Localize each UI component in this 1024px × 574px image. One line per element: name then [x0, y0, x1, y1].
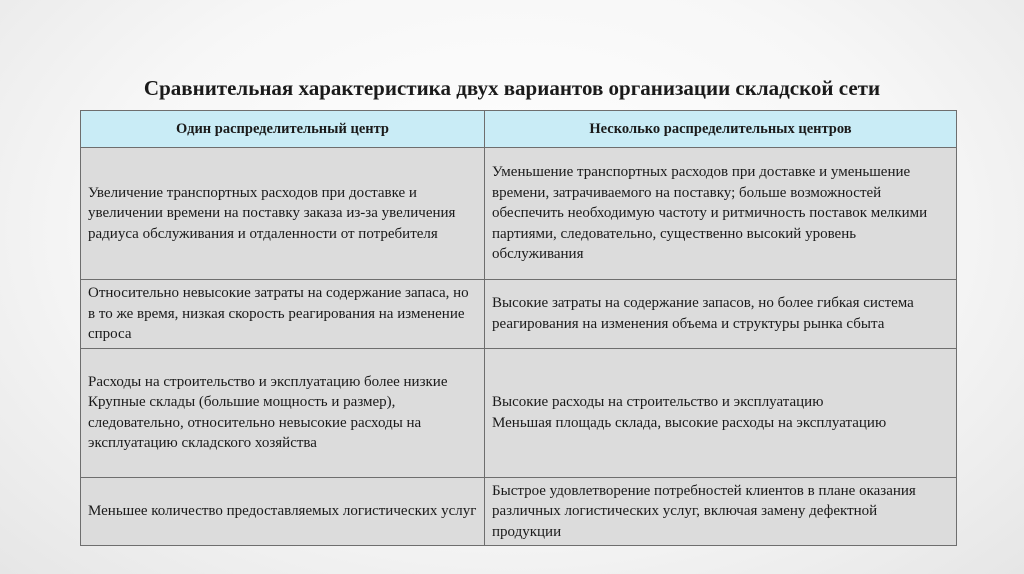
table-cell [485, 348, 957, 477]
cell-text: Относительно невысокие затраты на содержание запаса, но в то же время, низкая скорость реагирования на изменение спроса [88, 285, 469, 342]
table-cell [81, 348, 485, 477]
table-cell [485, 477, 957, 546]
table-row [81, 348, 957, 477]
table-row [81, 280, 957, 349]
table-row [81, 148, 957, 280]
header-single-center: Один распределительный центр [81, 111, 485, 148]
cell-text: Высокие расходы на строительство и эксплуатацию Меньшая площадь склада, высокие расходы на эксплуатацию [492, 394, 887, 431]
table-cell [81, 148, 485, 280]
cell-text: Меньшее количество предоставляемых логистических услуг [88, 503, 477, 519]
comparison-table [80, 110, 957, 546]
header-multiple-centers: Несколько распределительных центров [485, 111, 957, 148]
cell-text: Быстрое удовлетворение потребностей клиентов в плане оказания различных логистических услуг, включая замену дефектной продукции [492, 482, 916, 540]
cell-text: Увеличение транспортных расходов при доставке и увеличении времени на поставку заказа из-за увеличения радиуса обслуживания и отдаленности от потребителя [88, 184, 456, 242]
table-cell [485, 148, 957, 280]
cell-text: Уменьшение транспортных расходов при доставке и уменьшение времени, затрачиваемого на поставку; больше возможностей обеспечить необходимую частоту и ритмичность поставок мелкими партиями, следовательно, существенно высокий уровень обслуживания [492, 164, 928, 263]
cell-text: Высокие затраты на содержание запасов, но более гибкая система реагирования на изменения объема и структуры рынка сбыта [492, 295, 914, 332]
table-cell [81, 280, 485, 349]
table-cell [81, 477, 485, 546]
table-row [81, 477, 957, 546]
table-cell [485, 280, 957, 349]
cell-text: Расходы на строительство и эксплуатацию более низкие Крупные склады (большие мощность и размер), следовательно, относительно невысокие расходы на эксплуатацию складского хозяйства [88, 373, 448, 451]
slide-title: Сравнительная характеристика двух вариантов организации складской сети [143, 76, 881, 100]
table-header-row [81, 111, 957, 148]
